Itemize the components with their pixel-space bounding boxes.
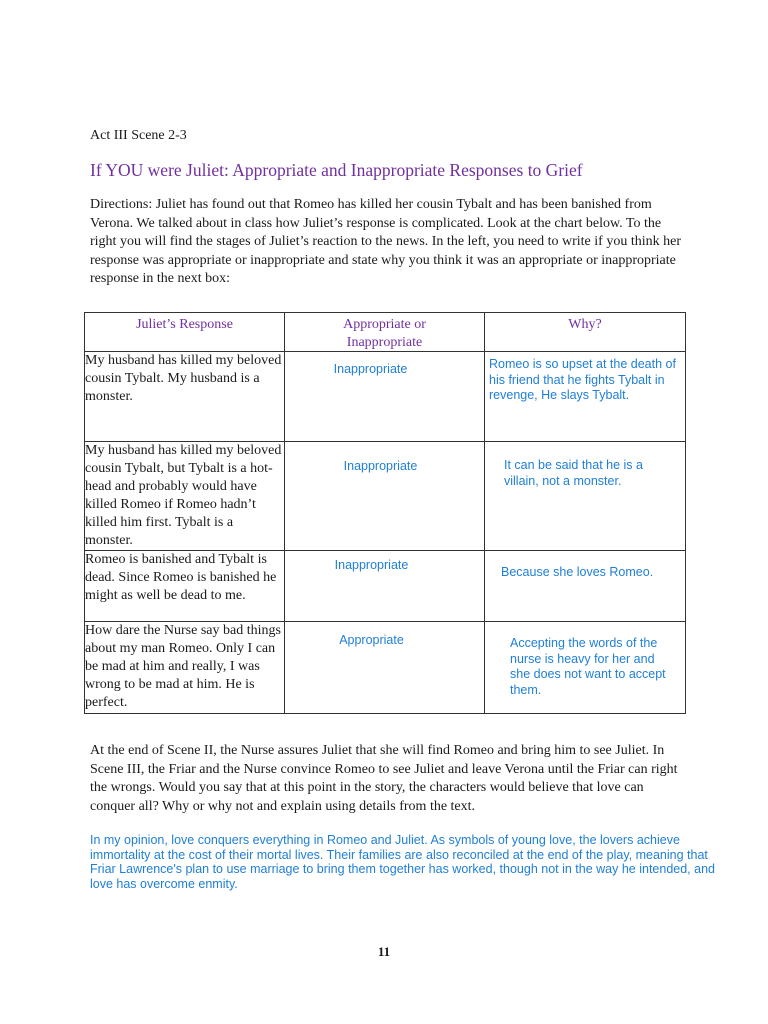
page-number: 11 <box>377 944 391 959</box>
appropriateness-cell <box>285 352 485 442</box>
response-cell: How dare the Nurse say bad things about my man Romeo. Only I can be mad at him and really, I was wrong to be mad at him. He is perfect. <box>85 622 285 714</box>
appropriateness-cell <box>285 622 485 714</box>
answer-paragraph: In my opinion, love conquers everything in Romeo and Juliet. As symbols of young love, the lovers achieve immortality at the cost of their mortal lives. Their families are also reconciled at the end of the play, meaning that Friar Lawrence's plan to use marriage to bring them together has worked, though not in the way he intended, and love has overcome enmity. <box>90 833 715 891</box>
appropriateness-value: Appropriate <box>339 633 404 647</box>
directions-paragraph: Directions: Juliet has found out that Romeo has killed her cousin Tybalt and has been banished from Verona. We talked about in class how Juliet’s response is complicated. Look at the chart below. To the right you will find the stages of Juliet’s reaction to the news. In the left, you need to write if you think her response was appropriate or inappropriate and state why you think it was an appropriate or inappropriate response in the next box: <box>90 197 681 287</box>
appropriateness-cell <box>285 551 485 622</box>
chart-header-row <box>85 313 686 352</box>
appropriateness-value: Inappropriate <box>343 459 418 473</box>
response-cell: My husband has killed my beloved cousin Tybalt, but Tybalt is a hot-head and probably would have killed Romeo if Romeo hadn’t killed him first. Tybalt is a monster. <box>85 442 285 551</box>
header-why: Why? <box>485 313 686 352</box>
response-chart <box>84 312 686 714</box>
response-cell: My husband has killed my beloved cousin Tybalt. My husband is a monster. <box>85 352 285 442</box>
table-row <box>85 352 686 442</box>
why-cell <box>485 551 686 622</box>
response-cell: Romeo is banished and Tybalt is dead. Since Romeo is banished he might as well be dead to me. <box>85 551 285 622</box>
why-value: Because she loves Romeo. <box>501 565 654 579</box>
appropriateness-value: Inappropriate <box>334 558 409 572</box>
page-title: If YOU were Juliet: Appropriate and Inappropriate Responses to Grief <box>90 160 583 180</box>
why-cell <box>485 352 686 442</box>
header-response: Juliet’s Response <box>85 313 285 352</box>
table-row <box>85 551 686 622</box>
appropriateness-value: Inappropriate <box>333 362 408 376</box>
why-cell <box>485 442 686 551</box>
header-appropriateness: Appropriate or Inappropriate <box>285 313 485 352</box>
table-row <box>85 622 686 714</box>
why-value: It can be said that he is a villain, not a monster. <box>504 458 643 488</box>
why-value: Romeo is so upset at the death of his friend that he fights Tybalt in revenge, He slays Tybalt. <box>489 357 676 402</box>
appropriateness-cell <box>285 442 485 551</box>
question-paragraph: At the end of Scene II, the Nurse assures Juliet that she will find Romeo and bring him to see Juliet. In Scene III, the Friar and the Nurse convince Romeo to see Juliet and leave Verona until the Friar can right the wrongs. Would you say that at this point in the story, the characters would believe that love can conquer all? Why or why not and explain using details from the text. <box>90 743 678 815</box>
table-row <box>85 442 686 551</box>
why-value: Accepting the words of the nurse is heavy for her and she does not want to accept them. <box>510 636 666 697</box>
why-cell <box>485 622 686 714</box>
scene-label: Act III Scene 2-3 <box>90 128 187 143</box>
